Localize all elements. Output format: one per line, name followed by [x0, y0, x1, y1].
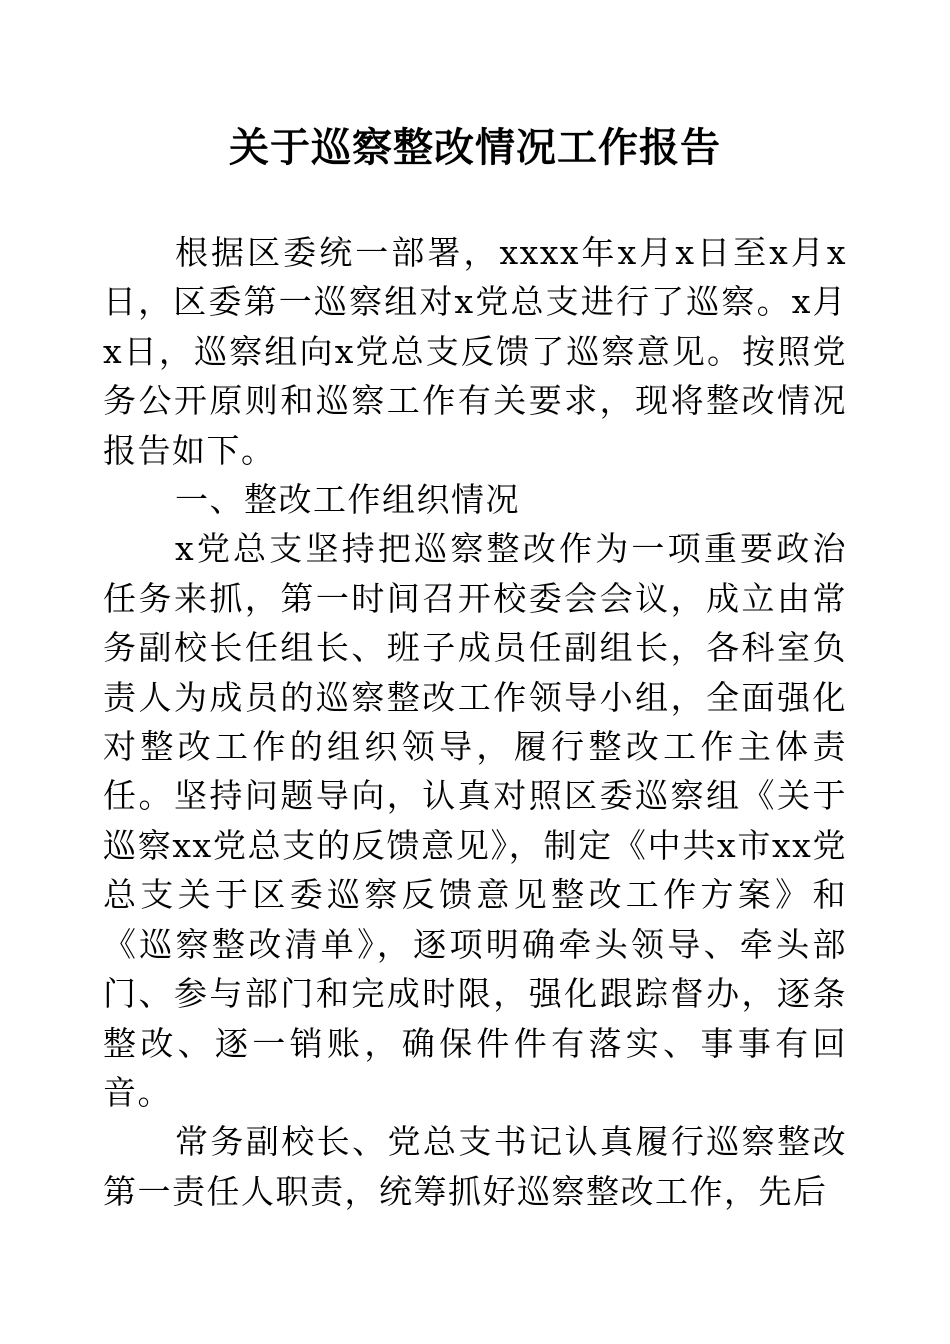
paragraph-intro: 根据区委统一部署，xxxx年x月x日至x月x日，区委第一巡察组对x党总支进行了巡察。x月x日，巡察组向x党总支反馈了巡察意见。按照党务公开原则和巡察工作有关要求，现将整改情况报告如下。 — [103, 233, 847, 470]
document-body — [103, 228, 847, 1216]
document-title: 关于巡察整改情况工作报告 — [229, 124, 721, 171]
section-heading-1: 一、整改工作组织情况 — [175, 480, 520, 520]
paragraph-organization: x党总支坚持把巡察整改作为一项重要政治任务来抓，第一时间召开校委会会议，成立由常务副校长任组长、班子成员任副组长，各科室负责人为成员的巡察整改工作领导小组，全面强化对整改工作的组织领导，履行整改工作主体责任。坚持问题导向，认真对照区委巡察组《关于巡察xx党总支的反馈意见》，制定《中共x市xx党总支关于区委巡察反馈意见整改工作方案》和《巡察整改清单》，逐项明确牵头领导、牵头部门、参与部门和完成时限，强化跟踪督办，逐条整改、逐一销账，确保件件有落实、事事有回音。 — [103, 529, 847, 1112]
paragraph-secretary: 常务副校长、党总支书记认真履行巡察整改第一责任人职责，统筹抓好巡察整改工作，先后 — [103, 1122, 847, 1211]
